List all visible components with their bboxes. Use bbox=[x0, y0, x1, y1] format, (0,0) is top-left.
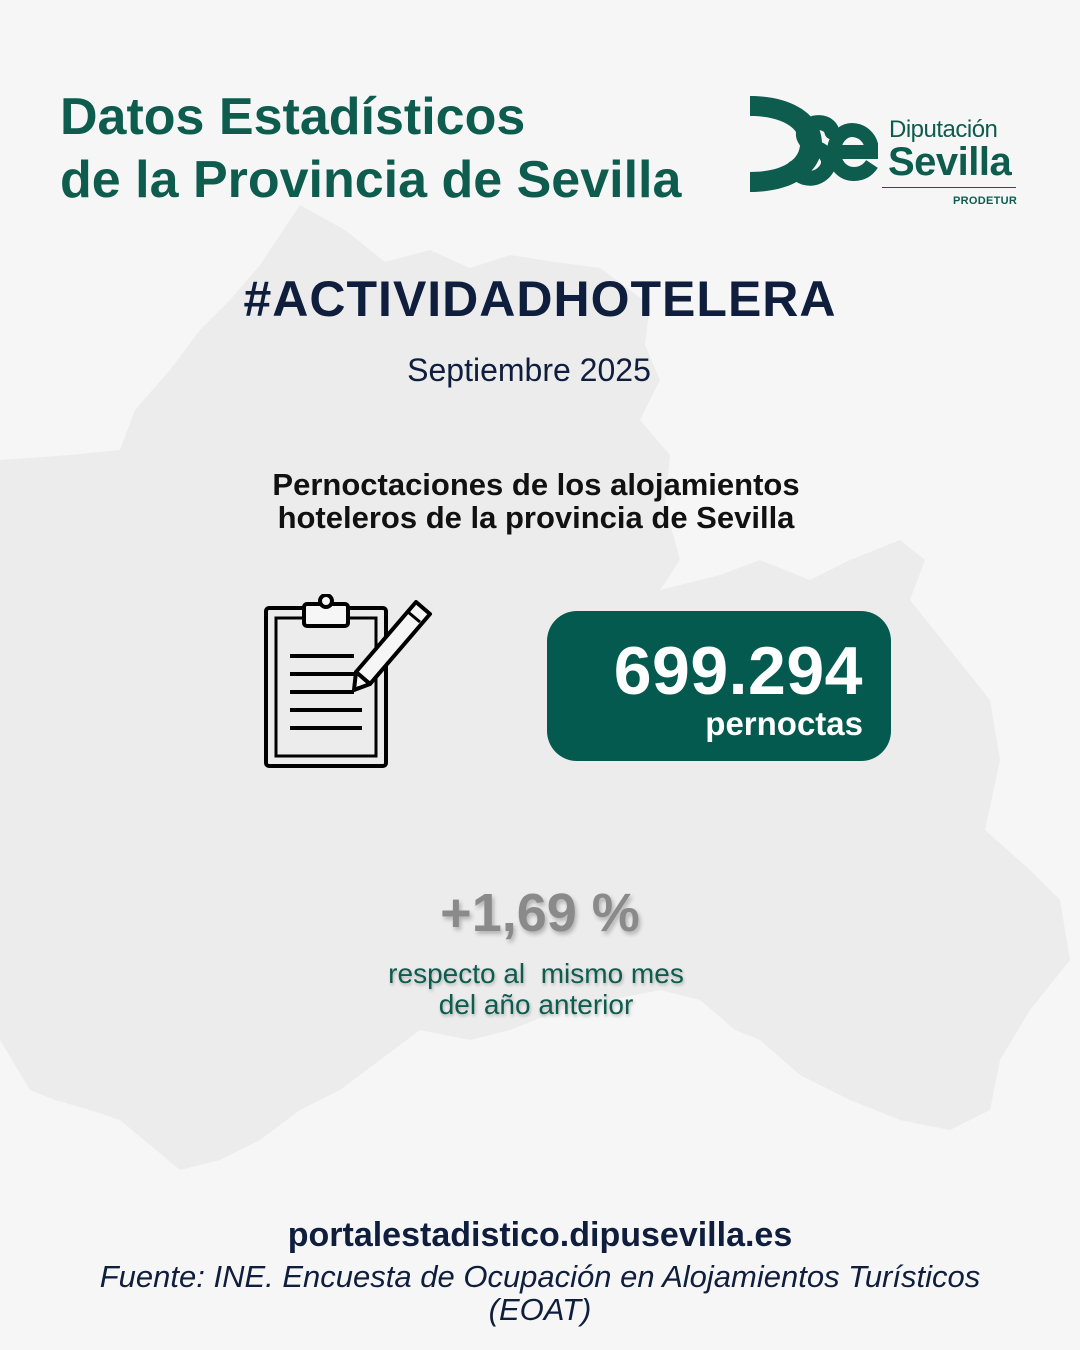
overnight-stays-card bbox=[547, 611, 891, 761]
title-line-2: de la Provincia de Sevilla bbox=[60, 151, 682, 209]
data-source: Fuente: INE. Encuesta de Ocupación en Alojamientos Turísticos (EOAT) bbox=[99, 1259, 981, 1327]
logo-word-diputacion: Diputación bbox=[889, 116, 998, 143]
dse-logo-mark bbox=[748, 92, 878, 196]
title-line-1: Datos Estadísticos bbox=[60, 88, 526, 146]
overnight-stays-unit: pernoctas bbox=[705, 705, 863, 742]
subtitle-line-2: hoteleros de la provincia de Sevilla bbox=[277, 500, 795, 535]
indicator-subtitle bbox=[200, 468, 872, 534]
diputacion-sevilla-logo bbox=[748, 92, 1028, 212]
logo-prodetur: PRODETUR bbox=[953, 195, 1018, 207]
logo-word-sevilla: Sevilla bbox=[888, 140, 1012, 184]
clipboard-with-pencil-icon bbox=[258, 594, 438, 774]
year-over-year-change: +1,69 % bbox=[440, 883, 640, 943]
page-title bbox=[60, 86, 681, 212]
overnight-stays-value: 699.294 bbox=[613, 633, 863, 709]
portal-url: portalestadistico.dipusevilla.es bbox=[287, 1216, 793, 1254]
logo-divider bbox=[882, 187, 1016, 188]
subtitle-line-1: Pernoctaciones de los alojamientos bbox=[272, 467, 800, 502]
change-note-line-2: del año anterior bbox=[438, 989, 634, 1020]
period-label: Septiembre 2025 bbox=[407, 352, 651, 388]
change-description bbox=[0, 958, 1072, 1020]
hashtag-heading: #ACTIVIDADHOTELERA bbox=[243, 271, 837, 327]
change-note-line-1: respecto al mismo mes bbox=[388, 958, 684, 989]
